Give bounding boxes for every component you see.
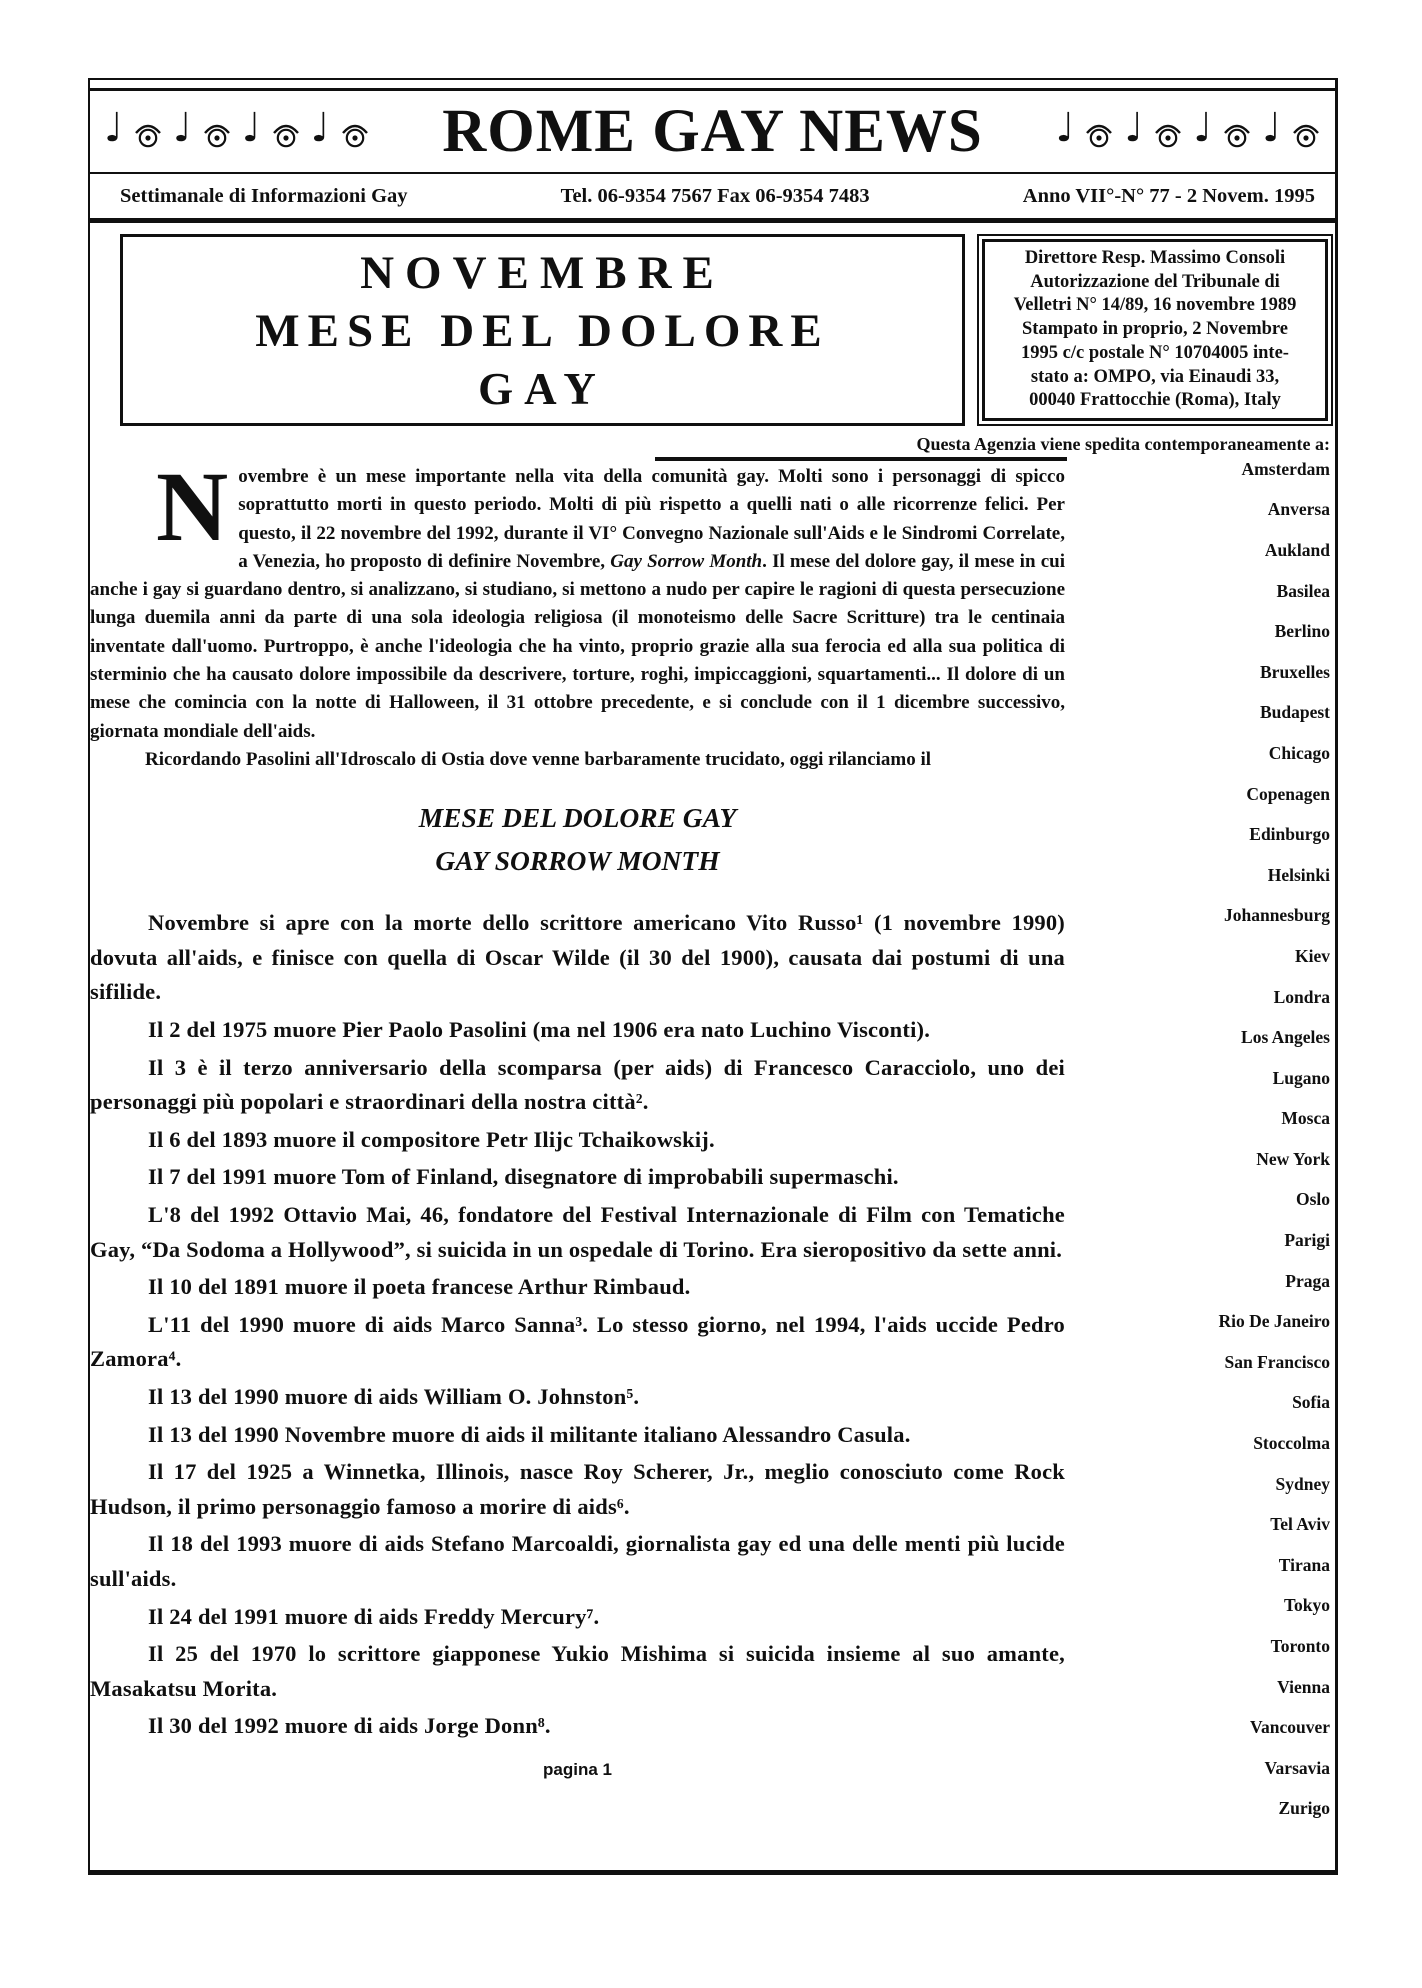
imprint-line: Velletri N° 14/89, 16 novembre 1989 [1013, 295, 1297, 316]
city-item: Bruxelles [1260, 661, 1330, 682]
music-note-icon: ♩ [172, 104, 192, 151]
obituary-entry: Il 17 del 1925 a Winnetka, Illinois, nasce Roy Scherer, Jr., meglio conosciuto come Rock Hudson, il primo personaggio famoso a morire di aids⁶. [90, 1459, 1065, 1519]
city-item: Los Angeles [1241, 1027, 1330, 1048]
infobar-contacts: Tel. 06-9354 7567 Fax 06-9354 7483 [560, 184, 870, 207]
headline-box [120, 234, 965, 426]
city-item: Johannesburg [1223, 905, 1330, 926]
columns [90, 451, 1335, 1829]
city-item: Sofia [1292, 1392, 1330, 1413]
city-item: Parigi [1284, 1230, 1330, 1251]
obituary-entry: Il 2 del 1975 muore Pier Paolo Pasolini (ma nel 1906 era nato Luchino Visconti). [148, 1017, 931, 1043]
imprint-line: Stampato in proprio, 2 Novembre [1021, 319, 1289, 340]
imprint-line: stato a: OMPO, via Einaudi 33, [1030, 366, 1280, 387]
music-note-icon: ♩ [104, 104, 123, 151]
top-rule-gap [90, 80, 1335, 88]
eye-dial-icon [133, 122, 163, 148]
city-item: Londra [1273, 986, 1330, 1007]
city-item: Edinburgo [1249, 824, 1330, 845]
city-item: Chicago [1268, 742, 1330, 763]
city-item: Stoccolma [1253, 1433, 1330, 1454]
city-item: Kiev [1295, 945, 1330, 966]
eye-dial-icon [1291, 122, 1321, 148]
city-item: Aukland [1264, 539, 1330, 560]
city-item: Lugano [1272, 1067, 1330, 1088]
eye-dial-icon [271, 122, 301, 148]
newsletter-title: ROME GAY NEWS [442, 97, 983, 165]
infobar-subtitle: Settimanale di Informazioni Gay [120, 184, 408, 207]
obituary-entry: Il 13 del 1990 muore di aids William O. Johnston⁵. [148, 1383, 640, 1409]
city-list [1065, 449, 1335, 1829]
obituary-entries [90, 906, 1065, 1744]
city-item: Praga [1285, 1270, 1330, 1291]
masthead-decor-left [104, 104, 370, 151]
intro-paragraph [90, 451, 1065, 746]
imprint-line: 1995 c/c postale N° 10704005 inte- [1021, 342, 1289, 363]
obituary-entry: Il 3 è il terzo anniversario della scomparsa (per aids) di Francesco Caracciolo, uno dei personaggi più popolari e straordinari della nostra città². [90, 1054, 1065, 1115]
masthead-decor-right [1055, 104, 1322, 151]
imprint-line: Autorizzazione del Tribunale di [1030, 271, 1280, 292]
drop-cap: N [156, 451, 229, 562]
city-item: Vienna [1277, 1676, 1330, 1697]
section-heading [90, 796, 1065, 882]
city-item: Tel Aviv [1270, 1514, 1330, 1535]
city-item: Helsinki [1267, 864, 1330, 885]
city-item: Tirana [1278, 1554, 1330, 1575]
city-item: Berlino [1274, 621, 1330, 642]
intro-text-2: . Il mese del dolore gay, il mese in cui anche i gay si guardano dentro, si analizzano, si studiano, si mettono a nudo per capire le ragioni di questa persecuzione lunga duemila anni da parte di una sola ideologia religiosa (il monoteismo delle Sacre Scritture) tra le centinaia inventate dall'uomo. Purtroppo, è anche l'ideologia che ha vinto, proprio grazie alla sua ferocia ed alla sua politica di sterminio che ha causato dolore impossibile da descrivere, torture, roghi, impiccaggioni, squartamenti... Il dolore di un mese che comincia con la notte di Halloween, il 31 ottobre precedente, e si conclude con il 1 dicembre successivo, giornata mondiale dell'aids. [90, 550, 1065, 742]
page-frame [88, 78, 1338, 1875]
page-number: pagina 1 [543, 1759, 612, 1779]
music-note-icon: ♩ [241, 104, 261, 151]
intro-italic-phrase: Gay Sorrow Month [610, 550, 763, 572]
city-item: Tokyo [1283, 1595, 1330, 1616]
city-item: Anversa [1267, 499, 1330, 520]
eye-dial-icon [1084, 122, 1114, 148]
obituary-entry: L'11 del 1990 muore di aids Marco Sanna³. Lo stesso giorno, nel 1994, l'aids uccide Pedro Zamora⁴. [90, 1311, 1065, 1372]
city-item: Amsterdam [1241, 458, 1330, 479]
city-item: San Francisco [1224, 1351, 1330, 1372]
eye-dial-icon [340, 122, 370, 148]
city-item: Basilea [1276, 580, 1330, 601]
obituary-entry: Il 6 del 1893 muore il compositore Petr Ilijc Tchaikowskij. [148, 1126, 715, 1152]
eye-dial-icon [1222, 122, 1252, 148]
headline-line: MESE DEL DOLORE [255, 305, 830, 357]
city-item: Oslo [1295, 1189, 1330, 1210]
headline-line: NOVEMBRE [360, 246, 725, 299]
obituary-entry: Il 7 del 1991 muore Tom of Finland, disegnatore di improbabili supermaschi. [148, 1164, 899, 1190]
obituary-entry: L'8 del 1992 Ottavio Mai, 46, fondatore del Festival Internazionale di Film con Tematiche Gay, “Da Sodoma a Hollywood”, si suicida in un ospedale di Torino. Era sieropositivo da sette anni. [90, 1202, 1065, 1262]
imprint-line: Direttore Resp. Massimo Consoli [1024, 247, 1286, 268]
city-item: Mosca [1281, 1108, 1330, 1129]
obituary-entry: Il 13 del 1990 Novembre muore di aids il militante italiano Alessandro Casula. [148, 1421, 911, 1447]
city-item: Budapest [1259, 702, 1330, 723]
headline-line: GAY [478, 363, 607, 414]
imprint-line: 00040 Frattocchie (Roma), Italy [1029, 390, 1281, 411]
obituary-entry: Il 10 del 1891 muore il poeta francese Arthur Rimbaud. [148, 1274, 691, 1300]
obituary-entry: Il 25 del 1970 lo scrittore giapponese Yukio Mishima si suicida insieme al suo amante, Masakatsu Morita. [90, 1641, 1065, 1701]
obituary-entry: Novembre si apre con la morte dello scrittore americano Vito Russo¹ (1 novembre 1990) dovuta all'aids, e finisce con quella di Oscar Wilde (il 30 del 1900), causata dai postumi di una sifilide. [90, 910, 1065, 1005]
recall-line: Ricordando Pasolini all'Idroscalo di Ostia dove venne barbaramente trucidato, oggi rilanciamo il [145, 748, 932, 770]
article-column [90, 451, 1065, 1780]
eye-dial-icon [202, 122, 232, 148]
music-note-icon: ♩ [1262, 104, 1281, 151]
section-heading-line: MESE DEL DOLORE GAY [418, 802, 737, 834]
obituary-entry: Il 18 del 1993 muore di aids Stefano Marcoaldi, giornalista gay ed una delle menti più lucide sull'aids. [90, 1531, 1065, 1591]
content-area [90, 223, 1335, 1829]
obituary-entry: Il 24 del 1991 muore di aids Freddy Mercury⁷. [148, 1603, 600, 1629]
music-note-icon: ♩ [1124, 104, 1144, 151]
header-boxes-row [120, 234, 1335, 426]
info-bar [90, 174, 1335, 223]
imprint-box [977, 234, 1333, 426]
music-note-icon: ♩ [1055, 104, 1075, 151]
music-note-icon: ♩ [310, 104, 330, 151]
section-heading-line: GAY SORROW MONTH [435, 845, 720, 877]
city-item: Copenagen [1246, 783, 1330, 804]
city-item: Sydney [1275, 1473, 1330, 1494]
city-item: Toronto [1270, 1636, 1330, 1657]
eye-dial-icon [1153, 122, 1183, 148]
intro-text-1: ovembre è un mese importante nella vita della comunità gay. Molti sono i personaggi di spicco soprattutto morti in questo periodo. Molti di più rispetto a quelli nati o alle ricorrenze felici. Per questo, il 22 novembre del 1992, durante il VI° Convegno Nazionale sull'Aids e le Sindromi Correlate, a Venezia, ho proposto di definire Novembre, [238, 466, 1065, 572]
distribution-rule [655, 457, 1067, 461]
distribution-label: Questa Agenzia viene spedita contemporaneamente a: [916, 434, 1330, 454]
city-item: Varsavia [1264, 1757, 1330, 1778]
music-note-icon: ♩ [1193, 104, 1213, 151]
city-item: Rio De Janeiro [1218, 1311, 1330, 1332]
city-item: New York [1256, 1148, 1330, 1169]
imprint-text [982, 239, 1328, 421]
infobar-issue: Anno VII°-N° 77 - 2 Novem. 1995 [1022, 184, 1315, 207]
city-item: Zurigo [1278, 1798, 1330, 1819]
obituary-entry: Il 30 del 1992 muore di aids Jorge Donn⁸. [148, 1713, 551, 1739]
city-item: Vancouver [1249, 1717, 1330, 1738]
masthead [90, 88, 1335, 174]
